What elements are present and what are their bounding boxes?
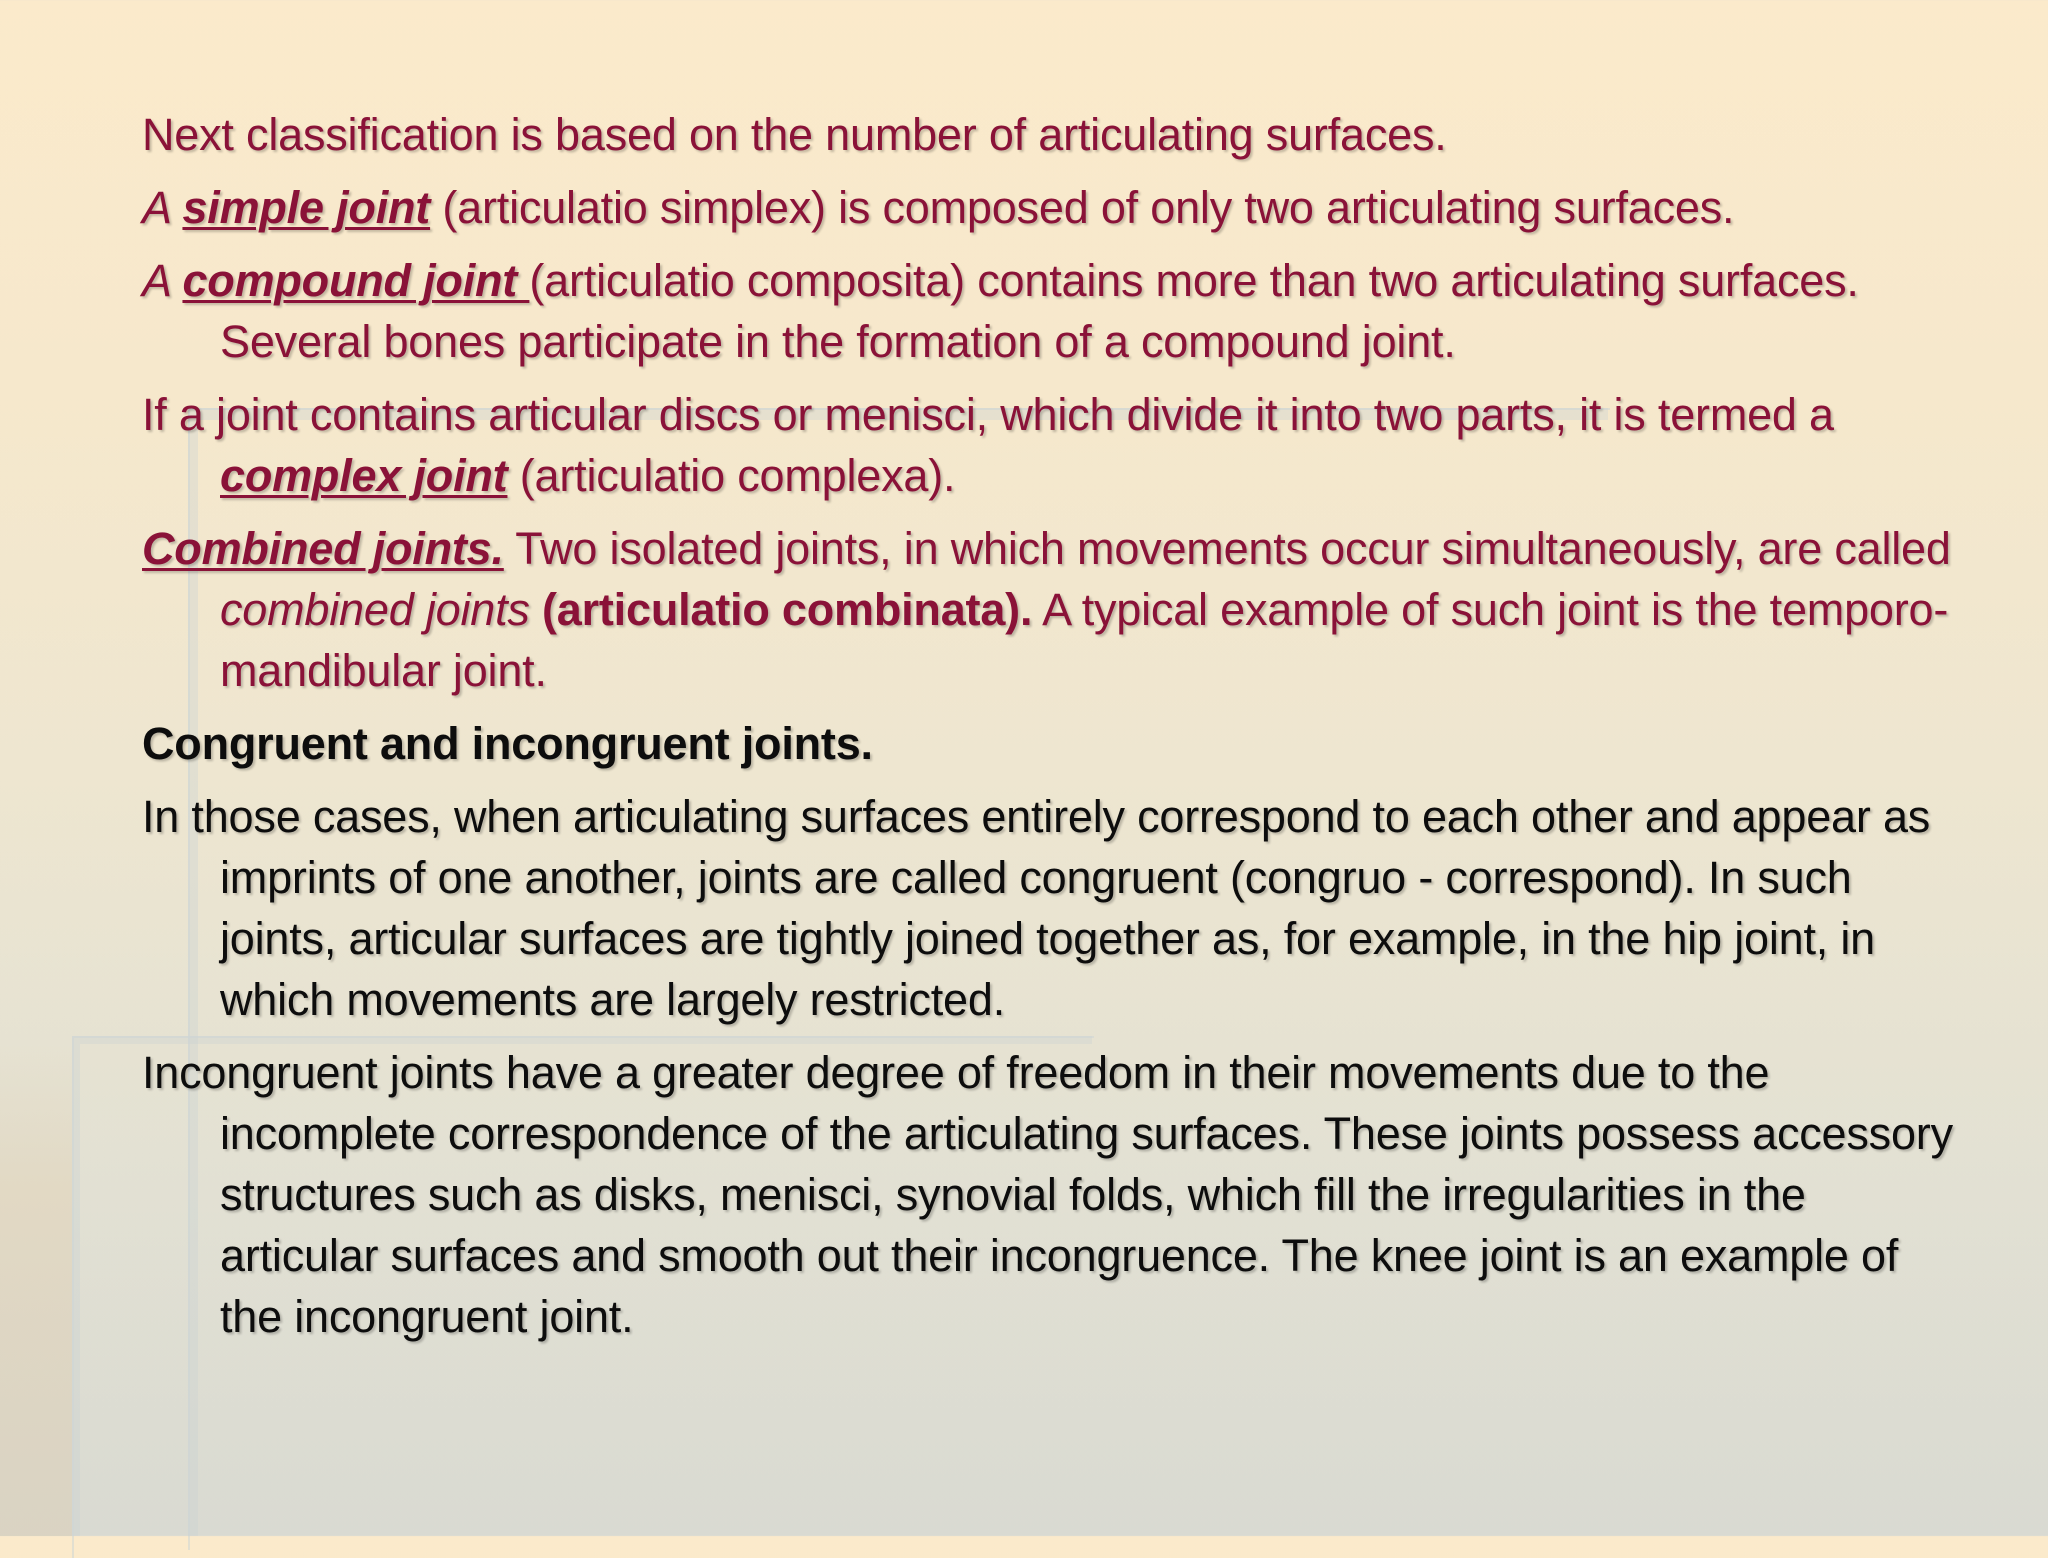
paragraph-text: In those cases, when articulating surfaces entirely correspond to each other and appear as imprints of one another, joints are called congruent (congruo - correspond). In such joints, articular surfaces are tightly joined together as, for example, in the hip joint, in which movements are largely restricted. [142, 791, 1931, 1025]
term-simple-joint: simple joint [182, 182, 431, 233]
background-left-strip [0, 1040, 72, 1536]
paragraph-classification-intro [142, 104, 1972, 165]
heading-text: Congruent and incongruent joints. [142, 718, 873, 769]
slide-content [142, 104, 1972, 1359]
term-complex-joint: complex joint [220, 450, 508, 501]
paragraph-complex-joint [142, 384, 1972, 506]
paragraph-text: Next classification is based on the number of articulating surfaces. [142, 109, 1447, 160]
paragraph-congruent-joints [142, 786, 1972, 1030]
paragraph-text: (articulatio composita) contains more than two articulating surfaces. Several bones participate in the formation of a compound joint. [220, 255, 1859, 367]
article-text: A [142, 255, 183, 306]
paragraph-text: If a joint contains articular discs or menisci, which divide it into two parts, it is termed a [142, 389, 1834, 440]
paragraph-compound-joint [142, 250, 1972, 372]
paragraph-text: A typical example of such joint is the temporo-mandibular joint. [220, 584, 1949, 696]
paragraph-text: (articulatio complexa). [507, 450, 956, 501]
paragraph-text: Two isolated joints, in which movements occur simultaneously, are called [503, 523, 1951, 574]
paragraph-text: Incongruent joints have a greater degree of freedom in their movements due to the incomplete correspondence of the articulating surfaces. These joints possess accessory structures such as disks, menisci, synovial folds, which fill the irregularities in the articular surfaces and smooth out their incongruence. The knee joint is an example of the incongruent joint. [142, 1047, 1953, 1342]
article-text: A [142, 182, 183, 233]
term-combined-joints: Combined joints. [142, 523, 504, 574]
paragraph-text: (articulatio simplex) is composed of only two articulating surfaces. [430, 182, 1735, 233]
heading-congruent-incongruent [142, 713, 1972, 774]
paragraph-incongruent-joints [142, 1042, 1972, 1347]
paragraph-combined-joints [142, 518, 1972, 701]
italic-term: combined joints [220, 584, 530, 635]
paragraph-simple-joint [142, 177, 1972, 238]
bold-latin-term: (articulatio combinata). [529, 584, 1033, 635]
term-compound-joint: compound joint [182, 255, 530, 306]
